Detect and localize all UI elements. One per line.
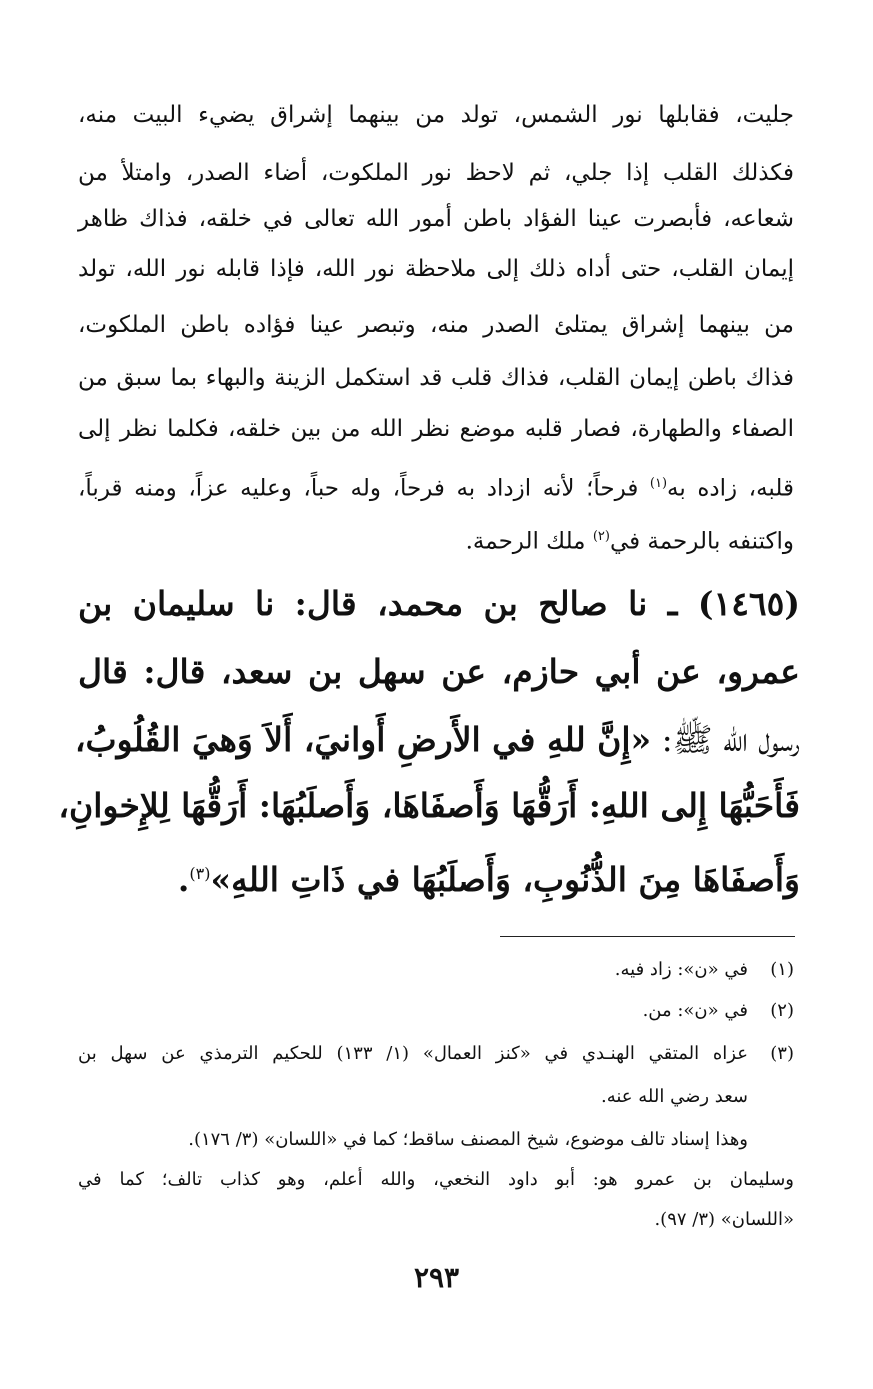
hadith-line-1: [78, 570, 800, 638]
body-line-4: إيمان القلب، حتى أداه ذلك إلى ملاحظة نور الله، فإذا قابله نور الله، تولد: [78, 256, 794, 282]
footnote-ref-2: (٢): [592, 529, 610, 544]
footnote-3-continuation: [78, 1077, 794, 1117]
hadith-line-5-end: .: [177, 860, 190, 899]
footnote-extra-2: [78, 1160, 794, 1200]
footnote-extra-3-text: «اللسان» (٣/ ٩٧).: [654, 1209, 794, 1230]
footnote-3-number: (٣): [770, 1043, 794, 1064]
hadith-quote-end: وَأَصفَاهَا مِنَ الذُّنُوبِ، وَأَصلَبُهَا في ذَاتِ اللهِ»: [210, 860, 800, 899]
hadith-line-5: [78, 840, 800, 908]
footnote-3: [78, 1034, 794, 1074]
footnote-3-text: عزاه المتقي الهنـدي في «كنز العمال» (١/ ١٣٣) للحكيم الترمذي عن سهل بن: [78, 1043, 748, 1064]
body-line-3: شعاعه، فأبصرت عينا الفؤاد باطن أمور الله تعالى في خلقه، فذاك ظاهر: [78, 206, 794, 232]
footnote-2-number: (٢): [770, 1000, 794, 1021]
footnote-extra-1: [78, 1120, 794, 1160]
footnote-extra-1-text: وهذا إسناد تالف موضوع، شيخ المصنف ساقط؛ كما في «اللسان» (٣/ ١٧٦).: [188, 1129, 748, 1150]
footnote-extra-2-text: وسليمان بن عمرو هو: أبو داود النخعي، والله أعلم، وهو كذاب تالف؛ كما في: [78, 1169, 794, 1190]
footnote-3-cont-text: سعد رضي الله عنه.: [601, 1086, 748, 1107]
footnote-ref-3: (٣): [189, 864, 211, 883]
hadith-line-2: عمرو، عن أبي حازم، عن سهل بن سعد، قال: قال: [78, 652, 800, 691]
footnote-1-number: (١): [770, 959, 794, 980]
hadith-line-4: فَأَحَبُّهَا إِلى اللهِ: أَرَقُّهَا وَأَصفَاهَا، وَأَصلَبُهَا: أَرَقُّهَا لِلإِخوانِ،: [58, 786, 800, 825]
hadith-line-3-plain: رسول الله ﷺ:: [651, 720, 800, 759]
body-line-7: الصفاء والطهارة، فصار قلبه موضع نظر الله من بين خلقه، فكلما نظر إلى: [78, 416, 794, 442]
footnote-1: [78, 950, 794, 990]
footnote-2: [78, 991, 794, 1031]
body-line-1: جليت، فقابلها نور الشمس، تولد من بينهما إشراق يضيء البيت منه،: [78, 102, 794, 128]
body-line-9: [78, 508, 794, 566]
footnote-1-text: في «ن»: زاد فيه.: [614, 959, 748, 980]
body-line-8: [78, 455, 794, 513]
footnote-ref-1: (١): [649, 476, 668, 491]
page-number: ٢٩٣: [413, 1261, 460, 1294]
footnote-extra-3: [78, 1200, 794, 1240]
body-line-2: فكذلك القلب إذا جلي، ثم لاحظ نور الملكوت، أضاء الصدر، وامتلأ من: [78, 160, 794, 186]
hadith-line-1-rest: ـ نا صالح بن محمد، قال: نا سليمان بن: [78, 584, 698, 623]
body-line-8-a: قلبه، زاده به: [667, 475, 794, 502]
hadith-number: (١٤٦٥): [697, 584, 800, 623]
body-line-5: من بينهما إشراق يمتلئ الصدر منه، وتبصر عينا فؤاده باطن الملكوت،: [78, 312, 794, 338]
body-line-9-b: ملك الرحمة.: [465, 528, 593, 555]
body-line-6: فذاك باطن إيمان القلب، فذاك قلب قد استكمل الزينة والبهاء بما سبق من: [78, 365, 794, 391]
hadith-line-3: [74, 706, 800, 774]
hadith-quote-start: «إِنَّ للهِ في الأَرضِ أَوانيَ، أَلاَ وَهيَ القُلُوبُ،: [74, 720, 652, 759]
body-line-9-a: واكتنفه بالرحمة في: [609, 528, 794, 555]
footnote-separator: [500, 936, 795, 937]
body-line-8-b: فرحاً؛ لأنه ازداد به فرحاً، وله حباً، وعليه عزاً، ومنه قرباً،: [78, 475, 650, 502]
footnote-2-text: في «ن»: من.: [642, 1000, 748, 1021]
